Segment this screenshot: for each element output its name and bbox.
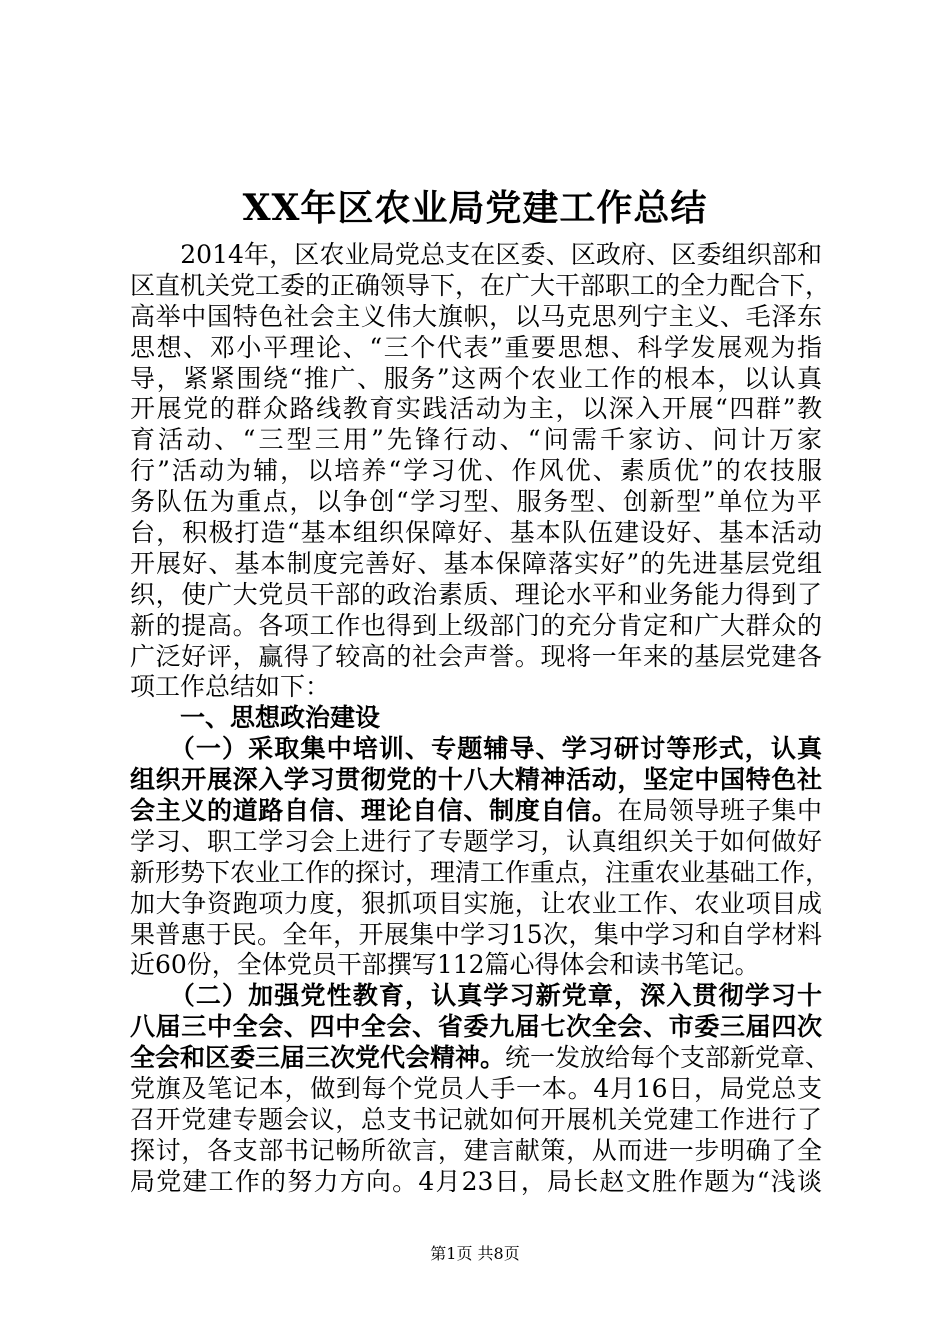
subsection-1-text: 在局领导班子集中: [617, 796, 822, 826]
subsection-1-line: 组织开展深入学习贯彻党的十八大精神活动，坚定中国特色社: [130, 765, 822, 795]
text-line: 新形势下农业工作的探讨，理清工作重点，注重农业基础工作，: [130, 857, 831, 887]
subsection-2-line: 八届三中全会、四中全会、省委九届七次全会、市委三届四次: [130, 1012, 822, 1042]
text-line: 探讨，各支部书记畅所欲言，建言献策，从而进一步明确了全: [130, 1135, 822, 1165]
text-line: 务队伍为重点，以争创“学习型、服务型、创新型”单位为平: [130, 487, 822, 517]
text-line: 开展党的群众路线教育实践活动为主，以深入开展“四群”教: [130, 394, 822, 424]
text-line: 织，使广大党员干部的政治素质、理论水平和业务能力得到了: [130, 579, 822, 609]
text-line: 召开党建专题会议，总支书记就如何开展机关党建工作进行了: [130, 1104, 822, 1134]
text-line: 果普惠于民。全年，开展集中学习15次，集中学习和自学材料: [130, 919, 822, 949]
text-line: 区直机关党工委的正确领导下，在广大干部职工的全力配合下，: [130, 270, 831, 300]
subsection-1: [130, 734, 831, 981]
subsection-2: [130, 981, 831, 1197]
section-heading: 一、思想政治建设: [130, 703, 381, 733]
text-line: 行”活动为辅，以培养“学习优、作风优、素质优”的农技服: [130, 456, 822, 486]
subsection-2-emphasis: 全会和区委三届三次党代会精神。: [130, 1043, 506, 1073]
text-line: 育活动、“三型三用”先锋行动、“问需千家访、问计万家: [130, 425, 822, 455]
text-line: 近60份，全体党员干部撰写112篇心得体会和读书笔记。: [130, 950, 760, 980]
text-line: 广泛好评，赢得了较高的社会声誉。现将一年来的基层党建各: [130, 641, 822, 671]
intro-paragraph: [130, 240, 831, 703]
text-line: 2014年，区农业局党总支在区委、区政府、区委组织部和: [130, 240, 822, 269]
subsection-1-rest: [130, 826, 831, 981]
subsection-2-line: [130, 1043, 831, 1074]
subsection-1-line: [130, 796, 822, 827]
subsection-1-line: （一）采取集中培训、专题辅导、学习研讨等形式，认真: [130, 734, 822, 764]
text-line: 高举中国特色社会主义伟大旗帜，以马克思列宁主义、毛泽东: [130, 301, 822, 331]
subsection-2-text: 统一发放给每个支部新党章、: [505, 1043, 831, 1073]
subsection-2-rest: [130, 1074, 822, 1198]
subsection-2-line: （二）加强党性教育，认真学习新党章，深入贯彻学习十: [130, 981, 822, 1011]
text-line: 导，紧紧围绕“推广、服务”这两个农业工作的根本，以认真: [130, 363, 822, 393]
text-line: 学习、职工学习会上进行了专题学习，认真组织关于如何做好: [130, 826, 822, 856]
text-line: 加大争资跑项力度，狠抓项目实施，让农业工作、农业项目成: [130, 888, 822, 918]
text-line: 开展好、基本制度完善好、基本保障落实好”的先进基层党组: [130, 548, 822, 578]
text-line: 党旗及笔记本，做到每个党员人手一本。4月16日，局党总支: [130, 1074, 822, 1104]
document-body: [130, 240, 831, 1198]
page-footer: 第1页 共8页: [430, 1244, 520, 1263]
text-line: 项工作总结如下：: [130, 672, 331, 702]
text-line: 思想、邓小平理论、“三个代表”重要思想、科学发展观为指: [130, 332, 822, 362]
document-title: XX年区农业局党建工作总结: [242, 187, 708, 229]
text-line: 局党建工作的努力方向。4月23日，局长赵文胜作题为“浅谈: [130, 1166, 822, 1196]
subsection-1-emphasis: 会主义的道路自信、理论自信、制度自信。: [130, 796, 618, 826]
text-line: 新的提高。各项工作也得到上级部门的充分肯定和广大群众的: [130, 610, 822, 640]
text-line: 台，积极打造“基本组织保障好、基本队伍建设好、基本活动: [130, 518, 822, 548]
